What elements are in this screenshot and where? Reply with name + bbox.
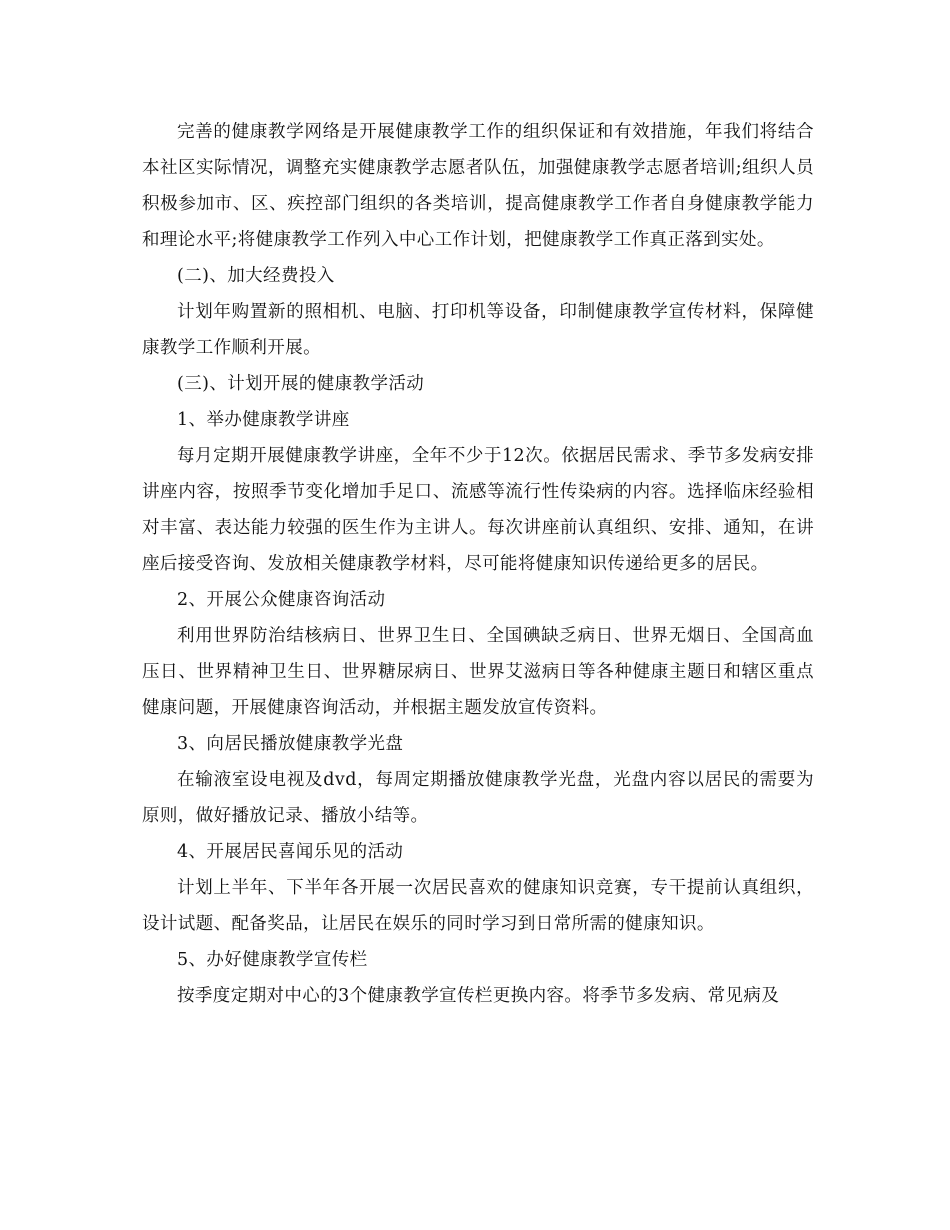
paragraph-bulletin: 按季度定期对中心的3个健康教学宣传栏更换内容。将季节多发病、常见病及 [177,986,780,1006]
paragraph-consultation: 利用世界防治结核病日、世界卫生日、全国碘缺乏病日、世界无烟日、全国高血压日、世界精神卫生日、世界糖尿病日、世界艾滋病日等各种健康主题日和辖区重点健康问题，开展健康咨询活动，并根据主题发放宣传资料。 [142,626,814,718]
heading-disc: 3、向居民播放健康教学光盘 [177,734,404,754]
heading-bulletin: 5、办好健康教学宣传栏 [177,950,368,970]
heading-popular-activities: 4、开展居民喜闻乐见的活动 [177,842,404,862]
paragraph-popular-activities: 计划上半年、下半年各开展一次居民喜欢的健康知识竞赛，专干提前认真组织，设计试题、配备奖品，让居民在娱乐的同时学习到日常所需的健康知识。 [142,878,814,934]
paragraph-lectures: 每月定期开展健康教学讲座，全年不少于12次。依据居民需求、季节多发病安排讲座内容，按照季节变化增加手足口、流感等流行性传染病的内容。选择临床经验相对丰富、表达能力较强的医生作为主讲人。每次讲座前认真组织、安排、通知，在讲座后接受咨询、发放相关健康教学材料，尽可能将健康知识传递给更多的居民。 [142,446,814,574]
heading-lectures: 1、举办健康教学讲座 [177,410,350,430]
heading-activities: (三)、计划开展的健康教学活动 [177,374,425,394]
paragraph-network: 完善的健康教学网络是开展健康教学工作的组织保证和有效措施，年我们将结合本社区实际情况，调整充实健康教学志愿者队伍，加强健康教学志愿者培训;组织人员积极参加市、区、疾控部门组织的各类培训，提高健康教学工作者自身健康教学能力和理论水平;将健康教学工作列入中心工作计划，把健康教学工作真正落到实处。 [142,122,814,250]
heading-funding: (二)、加大经费投入 [177,266,335,286]
heading-consultation: 2、开展公众健康咨询活动 [177,590,386,610]
paragraph-disc: 在输液室设电视及dvd，每周定期播放健康教学光盘，光盘内容以居民的需要为原则，做好播放记录、播放小结等。 [142,770,814,826]
document-body [142,114,814,1014]
paragraph-funding: 计划年购置新的照相机、电脑、打印机等设备，印制健康教学宣传材料，保障健康教学工作顺利开展。 [142,302,814,358]
